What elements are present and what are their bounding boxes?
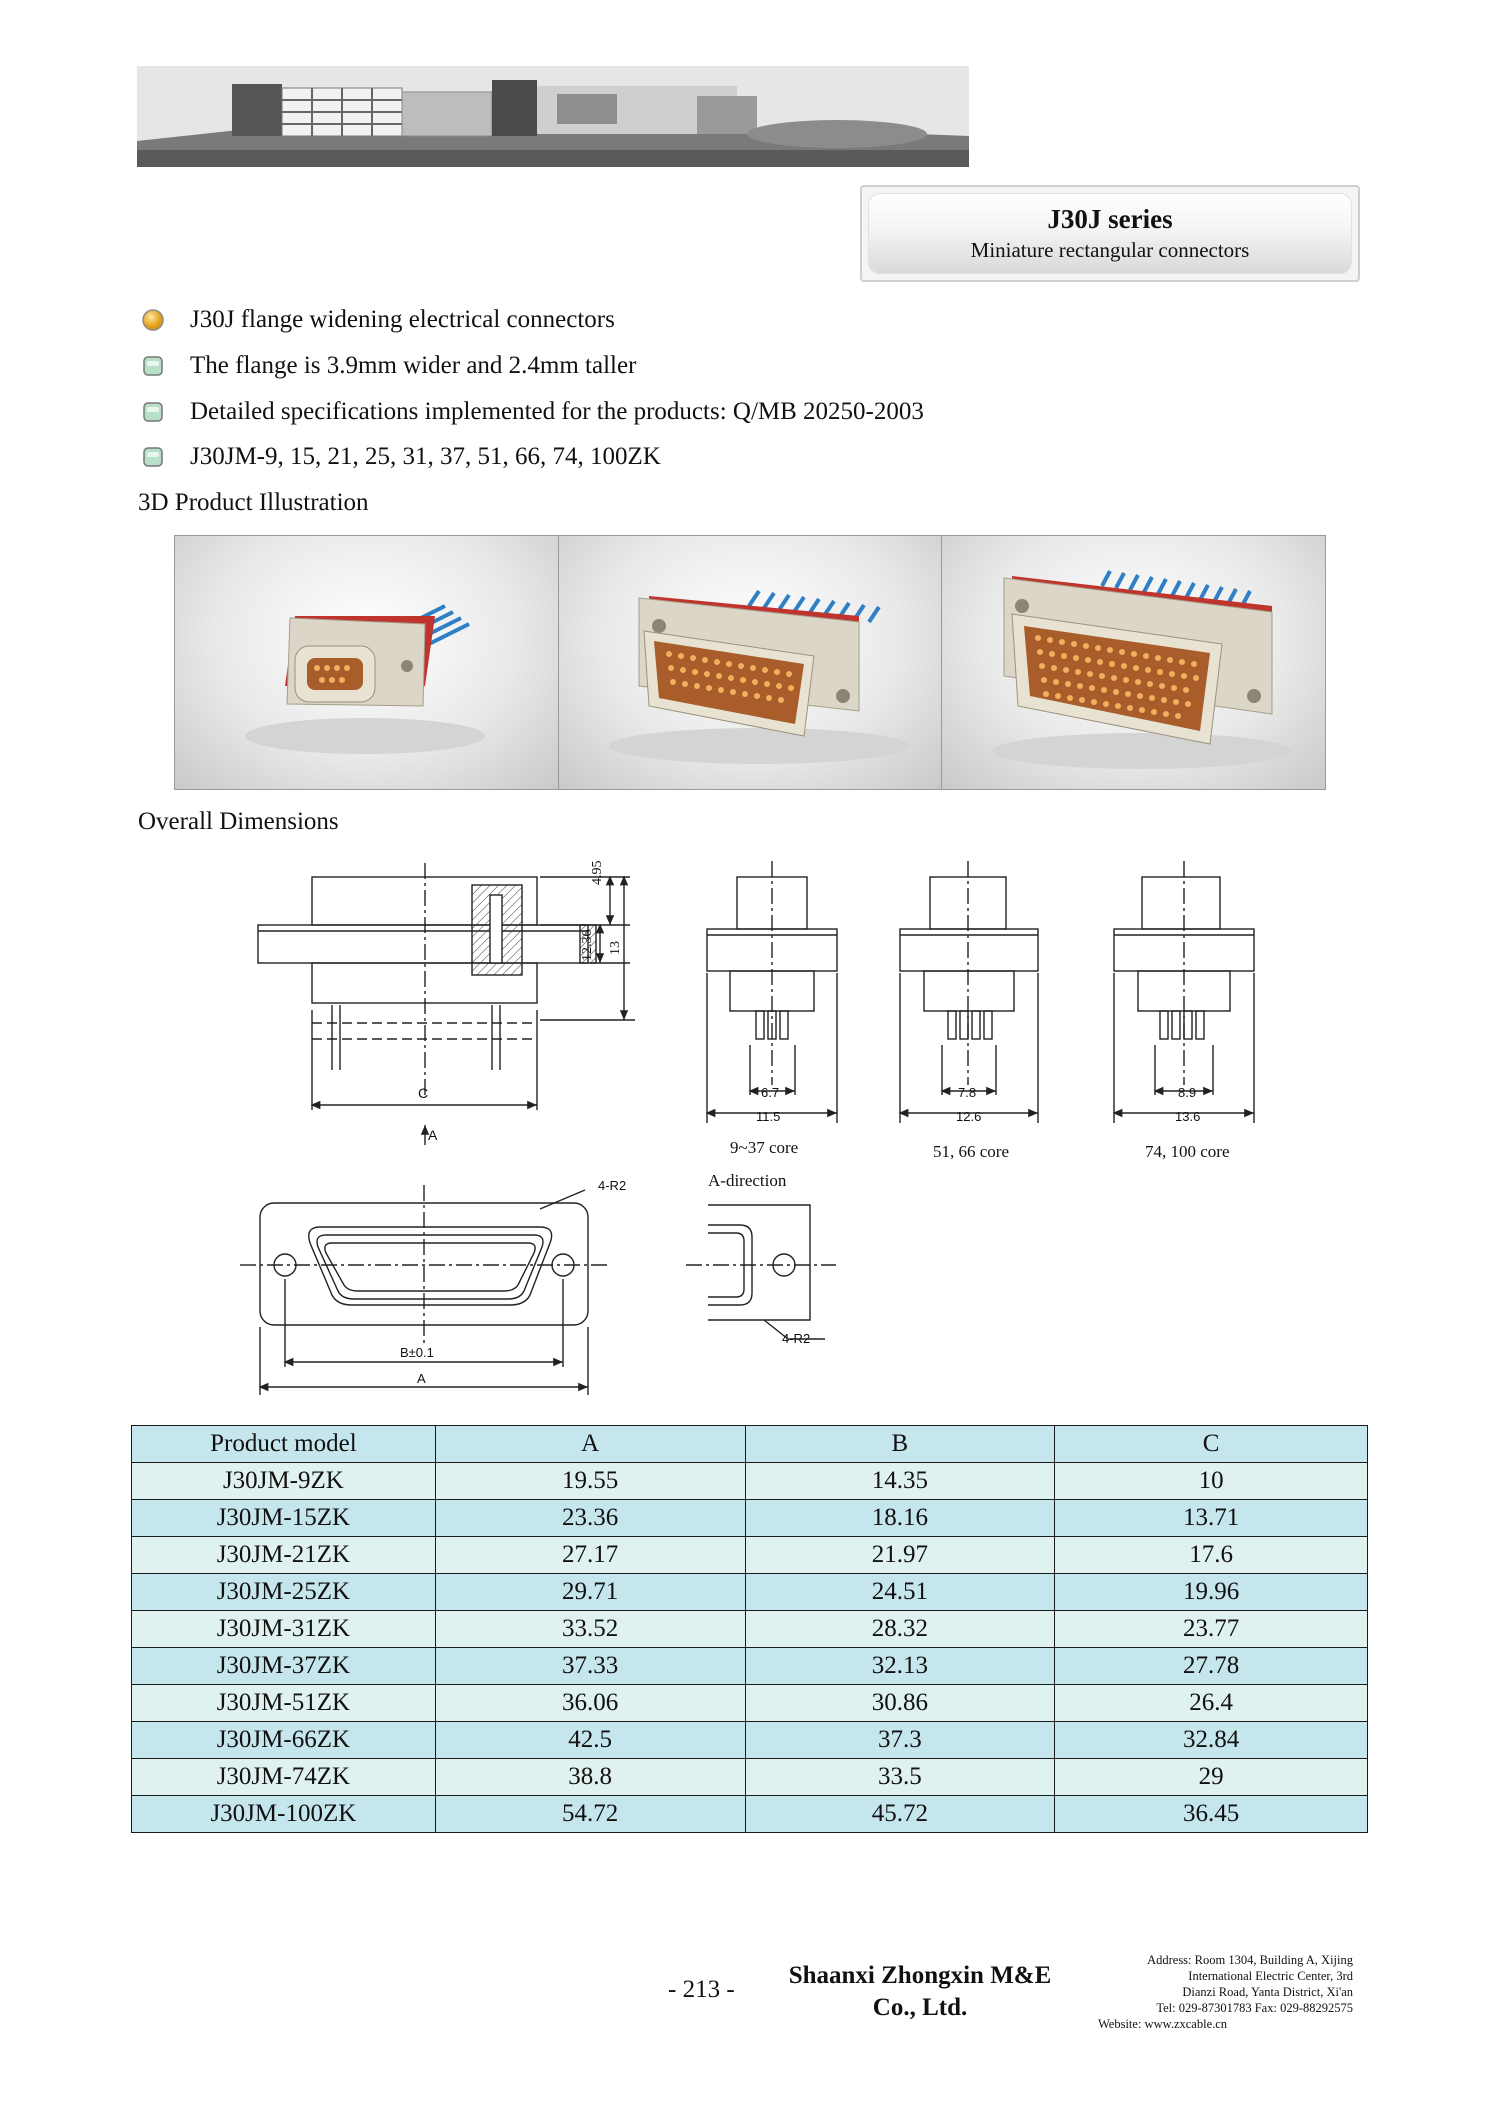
column-header: Product model	[132, 1426, 436, 1463]
caption-9-37-core: 9~37 core	[730, 1138, 799, 1157]
dimension-cell: 23.77	[1055, 1611, 1368, 1648]
dim-label-4-95: 4.95	[590, 860, 605, 885]
dimension-drawings	[240, 855, 1280, 1395]
column-header: A	[435, 1426, 745, 1463]
green-square-bullet-icon	[142, 355, 164, 377]
dimension-cell: 29	[1055, 1759, 1368, 1796]
dimension-cell: 32.84	[1055, 1722, 1368, 1759]
dim-label-8-9: 8.9	[1178, 1085, 1197, 1100]
dim-label-12-36: 12.36	[580, 929, 595, 961]
dim-label-13: 13	[608, 941, 623, 955]
dimension-cell: 19.55	[435, 1463, 745, 1500]
table-row	[132, 1537, 1368, 1574]
product-illustration-strip	[174, 535, 1326, 790]
page-number: - 213 -	[668, 1976, 735, 2003]
company-name	[770, 1960, 1070, 2024]
caption-74-100-core: 74, 100 core	[1145, 1142, 1230, 1161]
caption-a-direction: A-direction	[708, 1171, 787, 1190]
green-square-bullet-icon	[142, 446, 164, 468]
bullet-text: Detailed specifications implemented for the products: Q/MB 20250-2003	[190, 398, 924, 425]
address-line: Dianzi Road, Yanta District, Xi'an	[1182, 1985, 1353, 1999]
address-line: Address: Room 1304, Building A, Xijing	[1147, 1953, 1353, 1967]
bullet-item	[142, 349, 636, 383]
dimension-cell: 32.13	[745, 1648, 1055, 1685]
company-name-line: Co., Ltd.	[872, 1994, 968, 2021]
dimension-cell: 10	[1055, 1463, 1368, 1500]
dimension-cell: 27.78	[1055, 1648, 1368, 1685]
product-model-cell: J30JM-25ZK	[132, 1574, 436, 1611]
series-title: J30J series	[1047, 204, 1173, 234]
dimension-drawing-lines	[240, 855, 1280, 1395]
dimension-cell: 37.33	[435, 1648, 745, 1685]
product-model-cell: J30JM-21ZK	[132, 1537, 436, 1574]
dim-label-13-6: 13.6	[1175, 1109, 1201, 1124]
dimensions-table	[131, 1425, 1368, 1833]
product-photo-large-connector	[942, 536, 1325, 789]
radius-label-4-r2: 4-R2	[782, 1331, 811, 1346]
product-photo-small-connector	[175, 536, 559, 789]
radius-label-4-r2: 4-R2	[598, 1178, 627, 1193]
table-row	[132, 1685, 1368, 1722]
dimension-cell: 14.35	[745, 1463, 1055, 1500]
dim-label-b-tolerance: B±0.1	[400, 1345, 434, 1360]
website-link[interactable]: Website: www.zxcable.cn	[1098, 2017, 1228, 2031]
dimension-cell: 18.16	[745, 1500, 1055, 1537]
product-model-cell: J30JM-31ZK	[132, 1611, 436, 1648]
dimension-cell: 36.45	[1055, 1796, 1368, 1833]
dimension-cell: 21.97	[745, 1537, 1055, 1574]
bullet-text: J30J flange widening electrical connectors	[190, 306, 615, 333]
table-row	[132, 1796, 1368, 1833]
table-header-row	[132, 1426, 1368, 1463]
dim-label-12-6: 12.6	[956, 1109, 982, 1124]
dimension-cell: 29.71	[435, 1574, 745, 1611]
contact-line: Tel: 029-87301783 Fax: 029-88292575	[1156, 2001, 1353, 2015]
table-row	[132, 1722, 1368, 1759]
table-row	[132, 1648, 1368, 1685]
section-title-overall-dimensions: Overall Dimensions	[138, 808, 339, 835]
bullet-item	[142, 395, 924, 429]
column-header: B	[745, 1426, 1055, 1463]
product-model-cell: J30JM-9ZK	[132, 1463, 436, 1500]
dim-label-7-8: 7.8	[958, 1085, 977, 1100]
product-model-cell: J30JM-15ZK	[132, 1500, 436, 1537]
dimension-cell: 23.36	[435, 1500, 745, 1537]
series-title-box	[860, 185, 1360, 282]
dimension-cell: 17.6	[1055, 1537, 1368, 1574]
bullet-item	[142, 303, 615, 337]
table-row	[132, 1759, 1368, 1796]
dimension-cell: 19.96	[1055, 1574, 1368, 1611]
product-model-cell: J30JM-66ZK	[132, 1722, 436, 1759]
dimension-cell: 37.3	[745, 1722, 1055, 1759]
dim-label-6-7: 6.7	[761, 1085, 780, 1100]
company-address	[1098, 1952, 1353, 2032]
dim-label-11-5: 11.5	[756, 1109, 781, 1124]
dimension-cell: 28.32	[745, 1611, 1055, 1648]
address-line: International Electric Center, 3rd	[1188, 1969, 1353, 1983]
bullet-text: J30JM-9, 15, 21, 25, 31, 37, 51, 66, 74, 100ZK	[190, 443, 661, 470]
dimension-cell: 13.71	[1055, 1500, 1368, 1537]
product-model-cell: J30JM-100ZK	[132, 1796, 436, 1833]
dim-label-a: A	[417, 1371, 426, 1386]
table-row	[132, 1463, 1368, 1500]
orange-circle-bullet-icon	[142, 309, 164, 331]
green-square-bullet-icon	[142, 401, 164, 423]
column-header: C	[1055, 1426, 1368, 1463]
dimension-cell: 33.5	[745, 1759, 1055, 1796]
product-photo-medium-connector	[559, 536, 943, 789]
section-title-3d-illustration: 3D Product Illustration	[138, 489, 369, 516]
table-row	[132, 1500, 1368, 1537]
company-name-line: Shaanxi Zhongxin M&E	[788, 1962, 1052, 1989]
dimension-cell: 42.5	[435, 1722, 745, 1759]
dimension-cell: 38.8	[435, 1759, 745, 1796]
product-model-cell: J30JM-37ZK	[132, 1648, 436, 1685]
product-model-cell: J30JM-51ZK	[132, 1685, 436, 1722]
dim-label-c: C	[418, 1085, 429, 1101]
product-model-cell: J30JM-74ZK	[132, 1759, 436, 1796]
dimension-cell: 24.51	[745, 1574, 1055, 1611]
dimension-cell: 26.4	[1055, 1685, 1368, 1722]
bullet-item	[142, 440, 661, 474]
bullet-text: The flange is 3.9mm wider and 2.4mm taller	[190, 352, 637, 379]
series-subtitle: Miniature rectangular connectors	[970, 238, 1250, 262]
dimension-cell: 36.06	[435, 1685, 745, 1722]
caption-51-66-core: 51, 66 core	[933, 1142, 1010, 1161]
table-row	[132, 1611, 1368, 1648]
dimension-cell: 54.72	[435, 1796, 745, 1833]
header-banner-image	[137, 66, 969, 167]
dimension-cell: 33.52	[435, 1611, 745, 1648]
dimension-cell: 30.86	[745, 1685, 1055, 1722]
dimension-cell: 45.72	[745, 1796, 1055, 1833]
view-arrow-label-a: A	[428, 1127, 438, 1143]
table-row	[132, 1574, 1368, 1611]
dimension-cell: 27.17	[435, 1537, 745, 1574]
